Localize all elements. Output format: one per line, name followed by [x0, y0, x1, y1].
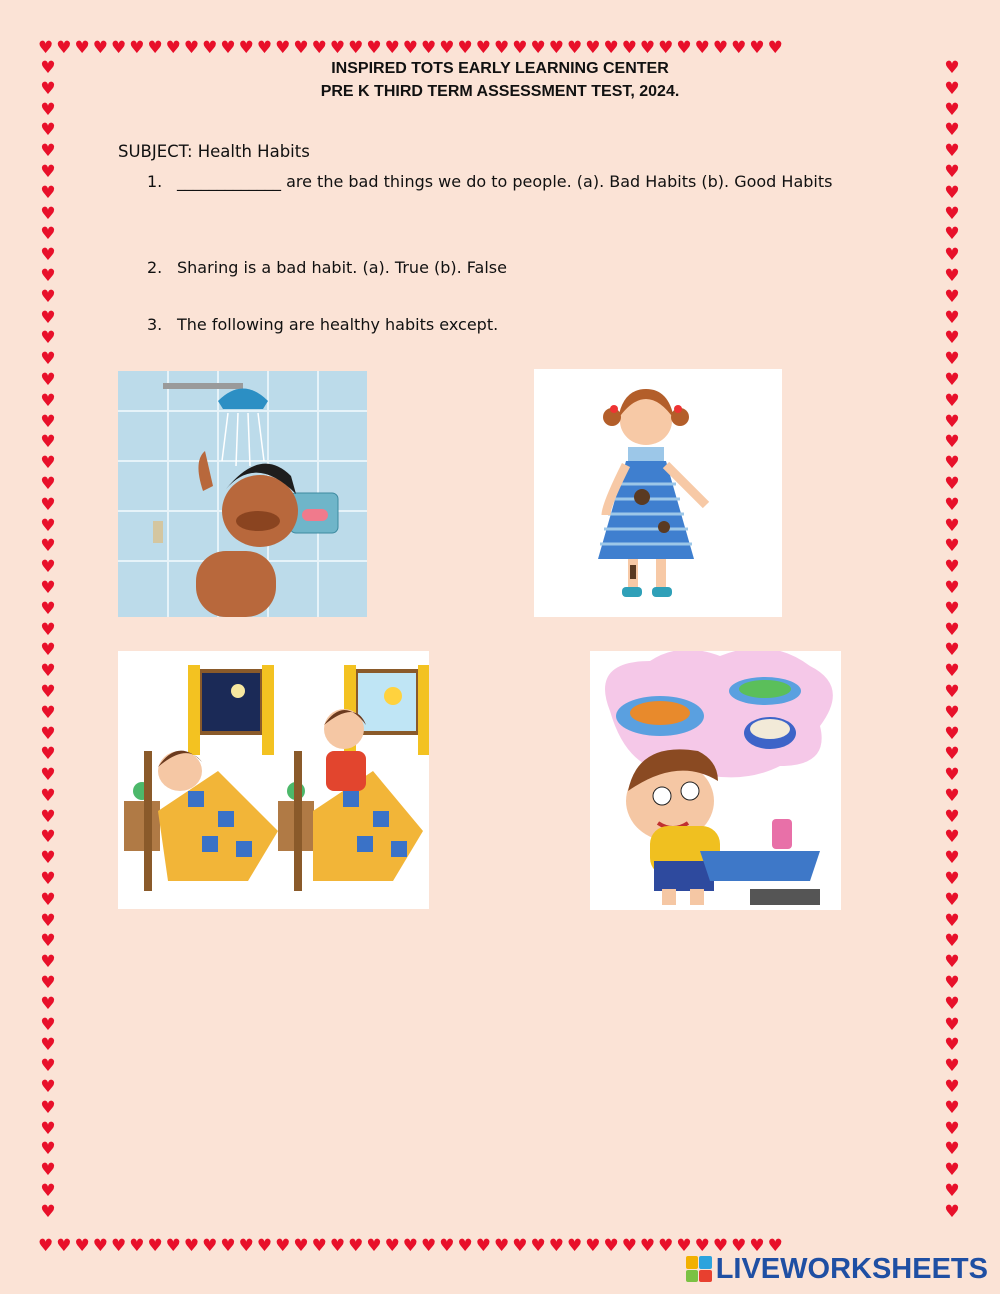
boy-washing-hands-image — [590, 651, 841, 910]
bed-icon — [118, 651, 429, 909]
question-text: _____________ are the bad things we do to people. (a). Bad Habits (b). Good Habits — [177, 172, 833, 191]
heart-border-right: ♥ ♥ ♥ ♥ ♥ ♥ ♥ ♥ ♥ ♥ ♥ ♥ ♥ ♥ ♥ ♥ ♥ ♥ ♥ ♥ ♥ ♥ ♥ ♥ ♥ ♥ ♥ ♥ ♥ ♥ ♥ ♥ ♥ ♥ ♥ ♥ ♥ ♥ ♥ ♥ ♥ ♥ ♥ ♥ ♥ ♥ ♥ ♥ ♥ ♥ ♥ ♥ ♥ ♥ ♥ ♥ — [944, 58, 960, 1222]
school-name: INSPIRED TOTS EARLY LEARNING CENTER — [331, 60, 669, 77]
liveworksheets-brand: LIVEWORKSHEETS — [715, 1252, 988, 1285]
boy-showering-image — [118, 371, 367, 617]
question-2 — [147, 254, 867, 284]
liveworksheets-logo — [686, 1254, 988, 1284]
question-number: 3. — [147, 315, 163, 334]
girl-icon — [534, 369, 782, 617]
question-1 — [147, 168, 867, 228]
heart-border-bottom: ♥♥♥♥♥♥♥♥♥♥♥♥♥♥♥♥♥♥♥♥♥♥♥♥♥♥♥♥♥♥♥♥♥♥♥♥♥♥♥♥♥ — [38, 1236, 786, 1256]
heart-border-top: ♥♥♥♥♥♥♥♥♥♥♥♥♥♥♥♥♥♥♥♥♥♥♥♥♥♥♥♥♥♥♥♥♥♥♥♥♥♥♥♥♥ — [38, 38, 786, 58]
heart-border-left: ♥ ♥ ♥ ♥ ♥ ♥ ♥ ♥ ♥ ♥ ♥ ♥ ♥ ♥ ♥ ♥ ♥ ♥ ♥ ♥ ♥ ♥ ♥ ♥ ♥ ♥ ♥ ♥ ♥ ♥ ♥ ♥ ♥ ♥ ♥ ♥ ♥ ♥ ♥ ♥ ♥ ♥ ♥ ♥ ♥ ♥ ♥ ♥ ♥ ♥ ♥ ♥ ♥ ♥ ♥ ♥ — [40, 58, 56, 1222]
question-number: 2. — [147, 258, 163, 277]
liveworksheets-badge-icon — [686, 1256, 712, 1282]
question-text: The following are healthy habits except. — [177, 315, 499, 334]
boy-sleeping-waking-image — [118, 651, 429, 909]
question-3 — [147, 311, 867, 341]
shower-icon — [118, 371, 367, 617]
question-text: Sharing is a bad habit. (a). True (b). False — [177, 258, 507, 277]
question-number: 1. — [147, 172, 163, 191]
test-title: PRE K THIRD TERM ASSESSMENT TEST, 2024. — [320, 83, 680, 100]
subject-line: SUBJECT: Health Habits — [118, 142, 310, 161]
handwash-icon — [590, 651, 841, 910]
dirty-girl-image — [534, 369, 782, 617]
